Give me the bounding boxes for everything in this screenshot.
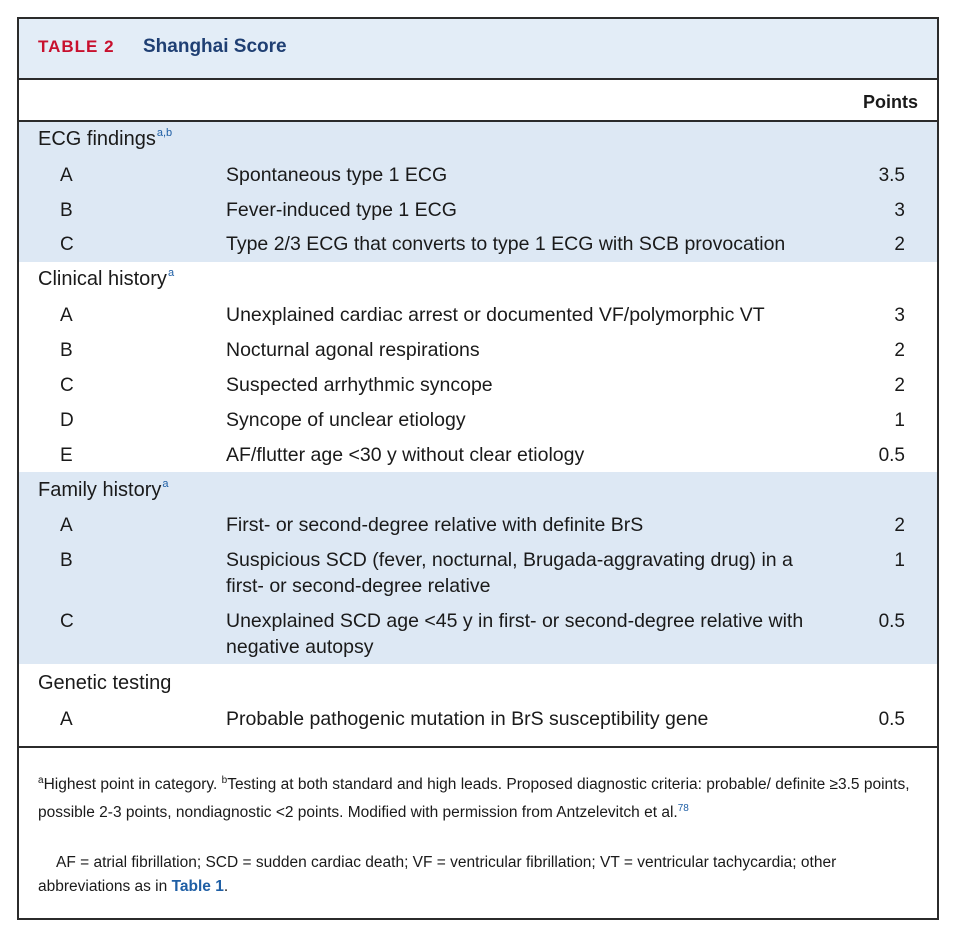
points-column-header: Points: [862, 92, 918, 112]
row-letter: A: [60, 709, 73, 730]
section-title: ECG findings$^{a,b}$: [38, 127, 173, 150]
row-letter: A: [60, 165, 73, 186]
row-points: 2: [894, 515, 905, 536]
row-description: Fever-induced type 1 ECG: [226, 199, 457, 221]
row-letter: B: [60, 340, 73, 361]
row-points: 0.5: [878, 611, 905, 632]
row-letter: C: [60, 234, 74, 255]
row-points: 0.5: [878, 709, 905, 730]
table-title: Shanghai Score: [143, 36, 287, 57]
row-points: 3: [894, 200, 905, 221]
row-description: AF/flutter age <30 y without clear etiology: [226, 444, 585, 466]
row-description: Nocturnal agonal respirations: [226, 339, 480, 361]
row-description: Suspicious SCD (fever, nocturnal, Brugada-aggravating drug) in a first- or second-degree relative: [226, 549, 793, 597]
section-title: Genetic testing: [38, 672, 172, 694]
table-frame: [17, 17, 939, 920]
footnote-criteria: $^a$Highest point in category. $^b$Testing at both standard and high leads. Proposed diagnostic criteria: probable/ definite ≥3.5 points, possible 2-3 points, nondiagnostic <2 points. Modified with permission from Antzelevitch et al.$^{78}$: [38, 775, 910, 821]
row-points: 1: [894, 410, 905, 431]
row-description: Spontaneous type 1 ECG: [226, 164, 448, 186]
divider: [19, 746, 937, 748]
row-points: 1: [894, 550, 905, 571]
section-title: Family history$^a$: [38, 478, 169, 501]
row-description: Unexplained SCD age <45 y in first- or second-degree relative with negative autopsy: [226, 610, 804, 658]
row-description: Unexplained cardiac arrest or documented VF/polymorphic VT: [226, 304, 765, 326]
row-points: 3: [894, 305, 905, 326]
row-description: Type 2/3 ECG that converts to type 1 ECG with SCB provocation: [226, 233, 786, 255]
row-letter: B: [60, 200, 73, 221]
row-letter: E: [60, 445, 73, 466]
section-title: Clinical history$^a$: [38, 267, 175, 290]
table-title-bar: [19, 19, 937, 78]
row-description: Probable pathogenic mutation in BrS susceptibility gene: [226, 708, 709, 730]
footnote-abbreviations: AF = atrial fibrillation; SCD = sudden cardiac death; VF = ventricular fibrillation; VT = ventricular tachycardia; other abbreviations as in Table 1.: [38, 854, 837, 895]
row-letter: D: [60, 410, 74, 431]
row-points: 3.5: [878, 165, 905, 186]
row-letter: A: [60, 305, 73, 326]
row-points: 2: [894, 375, 905, 396]
row-points: 0.5: [878, 445, 905, 466]
row-description: Syncope of unclear etiology: [226, 409, 466, 431]
row-points: 2: [894, 234, 905, 255]
row-points: 2: [894, 340, 905, 361]
row-description: First- or second-degree relative with definite BrS: [226, 514, 644, 536]
row-letter: B: [60, 550, 73, 571]
table-1-link[interactable]: Table 1: [171, 878, 224, 895]
row-description: Suspected arrhythmic syncope: [226, 374, 493, 396]
table-label: TABLE 2: [38, 37, 115, 56]
row-letter: C: [60, 375, 74, 396]
row-letter: A: [60, 515, 73, 536]
divider: [19, 78, 937, 80]
reference-superscript: 78: [677, 803, 689, 814]
row-letter: C: [60, 611, 74, 632]
